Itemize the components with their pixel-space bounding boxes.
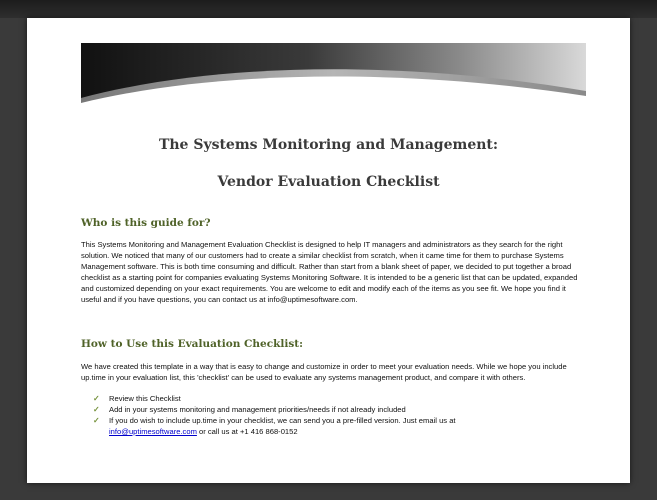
check-icon: ✓	[93, 415, 100, 425]
viewer-top-edge	[0, 0, 657, 18]
document-title-line-1: The Systems Monitoring and Management:	[158, 137, 499, 153]
section-paragraph-who: This Systems Monitoring and Management Evaluation Checklist is designed to help IT managers and administrators as they search for the right solution. We noticed that many of our customers had to create a similar checklist from scratch, when it came time for them to purchase Systems Management software. This is both time consuming and difficult. Rather than start from a blank sheet of paper, we decided to put together a broad checklist as a starting point for companies evaluating Systems Monitoring Software. It is intended to be a generic list that can be updated, expanded and customized depending on your exact requirements. You are welcome to edit and modify each of the items as you see fit. We hope you find it useful and if you have questions, you can contact us at info@uptimesoftware.com.	[81, 240, 578, 304]
document-title-line-2: Vendor Evaluation Checklist	[217, 174, 440, 190]
email-link[interactable]: info@uptimesoftware.com	[109, 426, 197, 436]
list-item	[93, 405, 573, 416]
list-item-text: Add in your systems monitoring and management priorities/needs if not already included	[109, 404, 406, 414]
header-banner	[81, 43, 586, 106]
section-heading-who: Who is this guide for?	[81, 217, 211, 229]
document-page	[27, 18, 630, 483]
list-item-text: If you do wish to include up.time in your checklist, we can send you a pre-filled version. Just email us at	[109, 415, 456, 425]
list-item	[93, 416, 573, 438]
section-heading-how: How to Use this Evaluation Checklist:	[81, 338, 303, 350]
check-icon: ✓	[93, 404, 100, 414]
list-item	[93, 394, 573, 405]
list-item-text: Review this Checklist	[109, 394, 181, 403]
contact-phone-text: or call us at +1 416 868-0152	[196, 426, 298, 436]
section-paragraph-how: We have created this template in a way that is easy to change and customize in order to meet your evaluation needs. While we hope you include up.time in your evaluation list, this 'checklist' can be used to evaluate any systems management product, and compare it with others.	[81, 362, 567, 382]
check-icon: ✓	[93, 394, 100, 403]
checklist	[93, 394, 573, 438]
